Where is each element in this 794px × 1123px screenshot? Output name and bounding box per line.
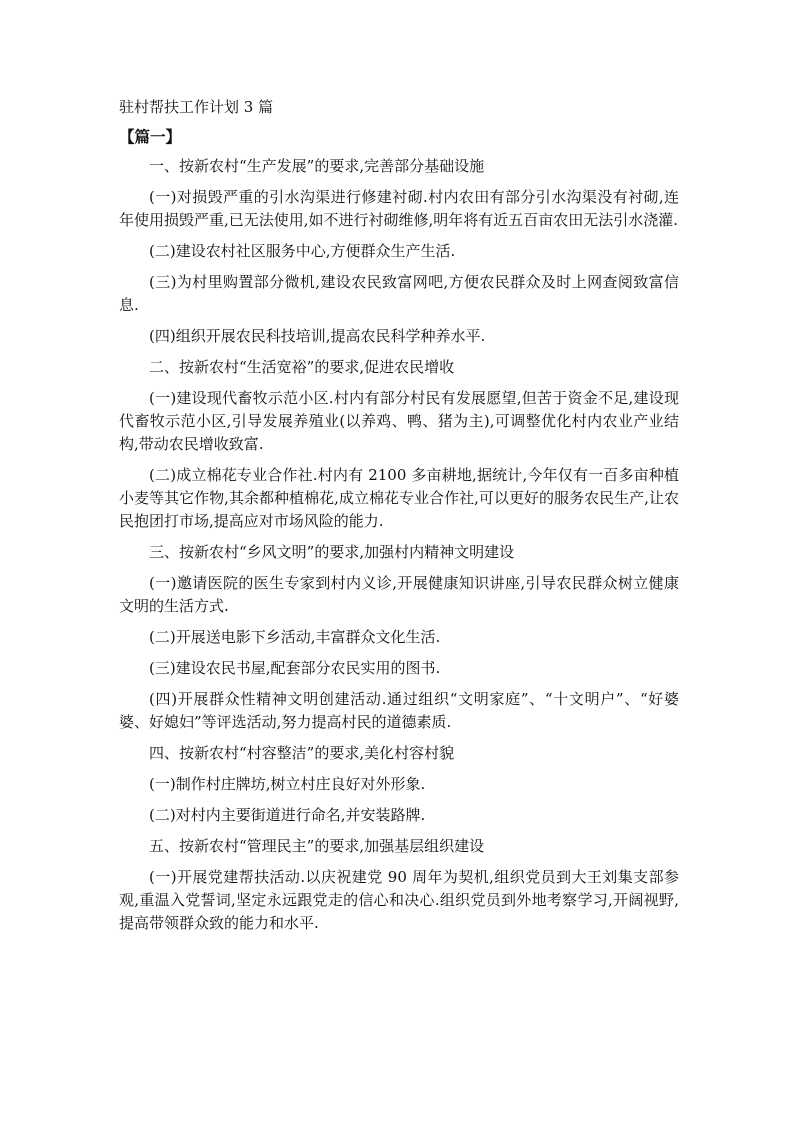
paragraph: (一)邀请医院的医生专家到村内义诊,开展健康知识讲座,引导农民群众树立健康文明的生活方式. (119, 574, 679, 615)
document-title: 驻村帮扶工作计划 3 篇 (119, 98, 274, 116)
paragraph: (四)开展群众性精神文明创建活动.通过组织“文明家庭”、“十文明户”、“好婆婆、好媳妇”等评选活动,努力提高村民的道德素质. (119, 690, 679, 731)
paragraph: (二)建设农村社区服务中心,方便群众生产生活. (149, 242, 456, 260)
paragraph: (三)建设农民书屋,配套部分农民实用的图书. (149, 659, 441, 677)
heading-1: 一、按新农村“生产发展”的要求,完善部分基础设施 (149, 157, 485, 175)
section-label: 【篇一】 (119, 127, 182, 146)
heading-4: 四、按新农村“村容整洁”的要求,美化村容村貌 (149, 744, 455, 762)
paragraph: (二)开展送电影下乡活动,丰富群众文化生活. (149, 628, 441, 646)
heading-2: 二、按新农村“生活宽裕”的要求,促进农民增收 (149, 358, 455, 376)
heading-3: 三、按新农村“乡风文明”的要求,加强村内精神文明建设 (149, 543, 515, 561)
paragraph: (三)为村里购置部分微机,建设农民致富网吧,方便农民群众及时上网查阅致富信息. (119, 273, 679, 314)
paragraph: (一)对损毁严重的引水沟渠进行修建衬砌.村内农田有部分引水沟渠没有衬砌,连年使用损毁严重,已无法使用,如不进行衬砌维修,明年将有近五百亩农田无法引水浇灌. (119, 188, 679, 229)
paragraph: (一)开展党建帮扶活动.以庆祝建党 90 周年为契机,组织党员到大王刘集支部参观,重温入党誓词,坚定永远跟党走的信心和决心.组织党员到外地考察学习,开阔视野,提高带领群众致的能力和水平. (119, 868, 679, 932)
paragraph: (二)对村内主要街道进行命名,并安装路牌. (149, 806, 426, 824)
heading-5: 五、按新农村“管理民主”的要求,加强基层组织建设 (149, 837, 485, 855)
paragraph: (一)制作村庄牌坊,树立村庄良好对外形象. (149, 775, 426, 793)
paragraph: (四)组织开展农民科技培训,提高农民科学种养水平. (149, 327, 486, 345)
paragraph: (一)建设现代畜牧示范小区.村内有部分村民有发展愿望,但苦于资金不足,建设现代畜牧示范小区,引导发展养殖业(以养鸡、鸭、猪为主),可调整优化村内农业产业结构,带动农民增收致富. (119, 389, 679, 453)
document-body (119, 96, 679, 943)
paragraph: (二)成立棉花专业合作社.村内有 2100 多亩耕地,据统计,今年仅有一百多亩种植小麦等其它作物,其余都种植棉花,成立棉花专业合作社,可以更好的服务农民生产,让农民抱团打市场,提高应对市场风险的能力. (119, 466, 679, 530)
